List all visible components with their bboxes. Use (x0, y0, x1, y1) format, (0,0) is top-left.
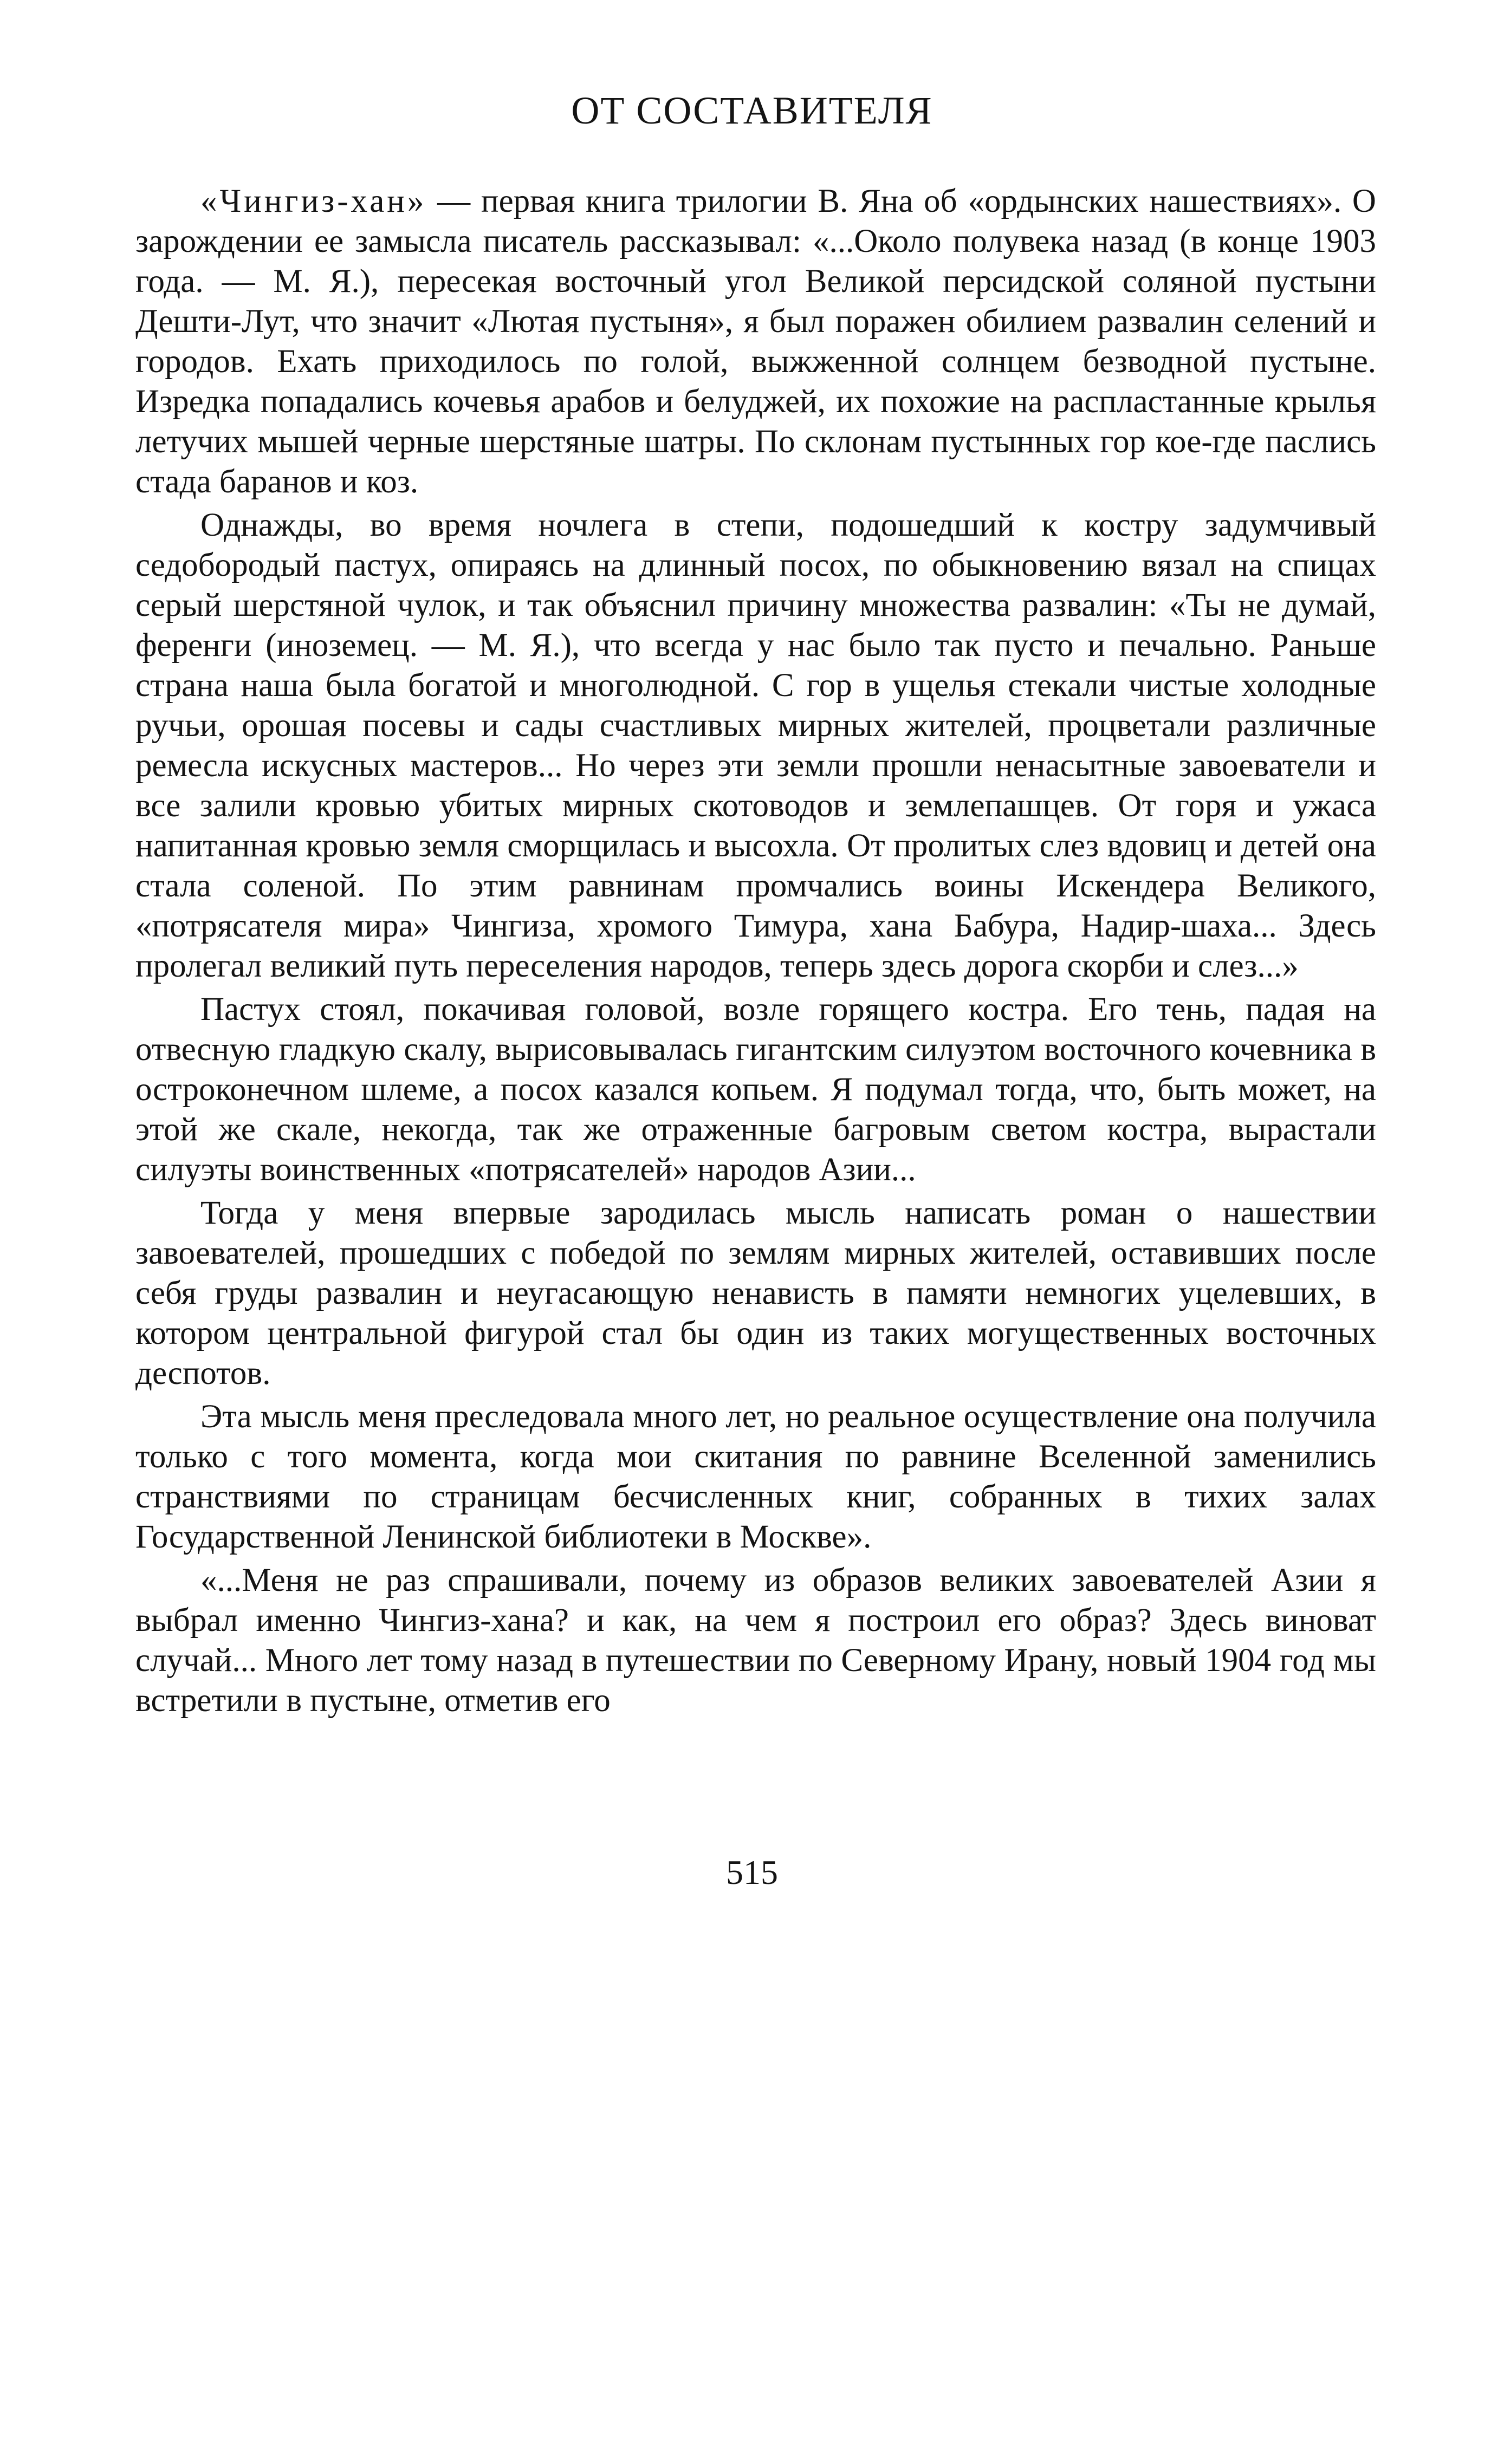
book-title-lead: «Чингиз-хан» (200, 183, 427, 219)
page-heading: ОТ СОСТАВИТЕЛЯ (571, 89, 933, 132)
paragraph-1-text: — первая книга трилогии В. Яна об «ордынских нашествиях». О зарождении ее замысла писатель рассказывал: «...Около полувека назад (в конце 1903 года. — М. Я.), пересекая восточный угол Великой персидской соляной пустыни Дешти-Лут, что значит «Лютая пустыня», я был поражен обилием развалин селений и городов. Ехать приходилось по голой, выжженной солнцем безводной пустыне. Изредка попадались кочевья арабов и белуджей, их похожие на распластанные крылья летучих мышей черные шерстяные шатры. По склонам пустынных гор кое-где паслись стада баранов и коз. (135, 183, 1376, 500)
paragraph-1 (135, 181, 1376, 502)
paragraph-4: Тогда у меня впервые зародилась мысль написать роман о нашествии завоевателей, прошедших с победой по землям мирных жителей, оставивших после себя груды развалин и неугасающую ненависть в памяти немногих уцелевших, в котором центральной фигурой стал бы один из таких могущественных восточных деспотов. (135, 1195, 1376, 1392)
page-number: 515 (726, 1853, 778, 1891)
paragraph-3: Пастух стоял, покачивая головой, возле горящего костра. Его тень, падая на отвесную гладкую скалу, вырисовывалась гигантским силуэтом восточного кочевника в остроконечном шлеме, а посох казался копьем. Я подумал тогда, что, быть может, на этой же скале, некогда, так же отраженные багровым светом костра, вырастали силуэты воинственных «потрясателей» народов Азии... (135, 991, 1376, 1188)
paragraph-5: Эта мысль меня преследовала много лет, но реальное осуществление она получила только с того момента, когда мои скитания по равнине Вселенной заменились странствиями по страницам бесчисленных книг, собранных в тихих залах Государственной Ленинской библиотеки в Москве». (135, 1399, 1376, 1555)
paragraph-2: Однажды, во время ночлега в степи, подошедший к костру задумчивый седобородый пастух, опираясь на длинный посох, по обыкновению вязал на спицах серый шерстяной чулок, и так объяснил причину множества развалин: «Ты не думай, ференги (иноземец. — М. Я.), что всегда у нас было так пусто и печально. Раньше страна наша была богатой и многолюдной. С гор в ущелья стекали чистые холодные ручьи, орошая посевы и сады счастливых мирных жителей, процветали различные ремесла искусных мастеров... Но через эти земли прошли ненасытные завоеватели и все залили кровью убитых мирных скотоводов и землепашцев. От горя и ужаса напитанная кровью земля сморщилась и высохла. От пролитых слез вдовиц и детей она стала соленой. По этим равнинам промчались воины Искендера Великого, «потрясателя мира» Чингиза, хромого Тимура, хана Бабура, Надир-шаха... Здесь пролегал великий путь переселения народов, теперь здесь дорога скорби и слез...» (135, 507, 1376, 984)
body-text (135, 181, 1376, 1724)
paragraph-6: «...Меня не раз спрашивали, почему из образов великих завоевателей Азии я выбрал именно Чингиз-хана? и как, на чем я построил его образ? Здесь виноват случай... Много лет тому назад в путешествии по Северному Ирану, новый 1904 год мы встретили в пустыне, отметив его (135, 1562, 1376, 1719)
